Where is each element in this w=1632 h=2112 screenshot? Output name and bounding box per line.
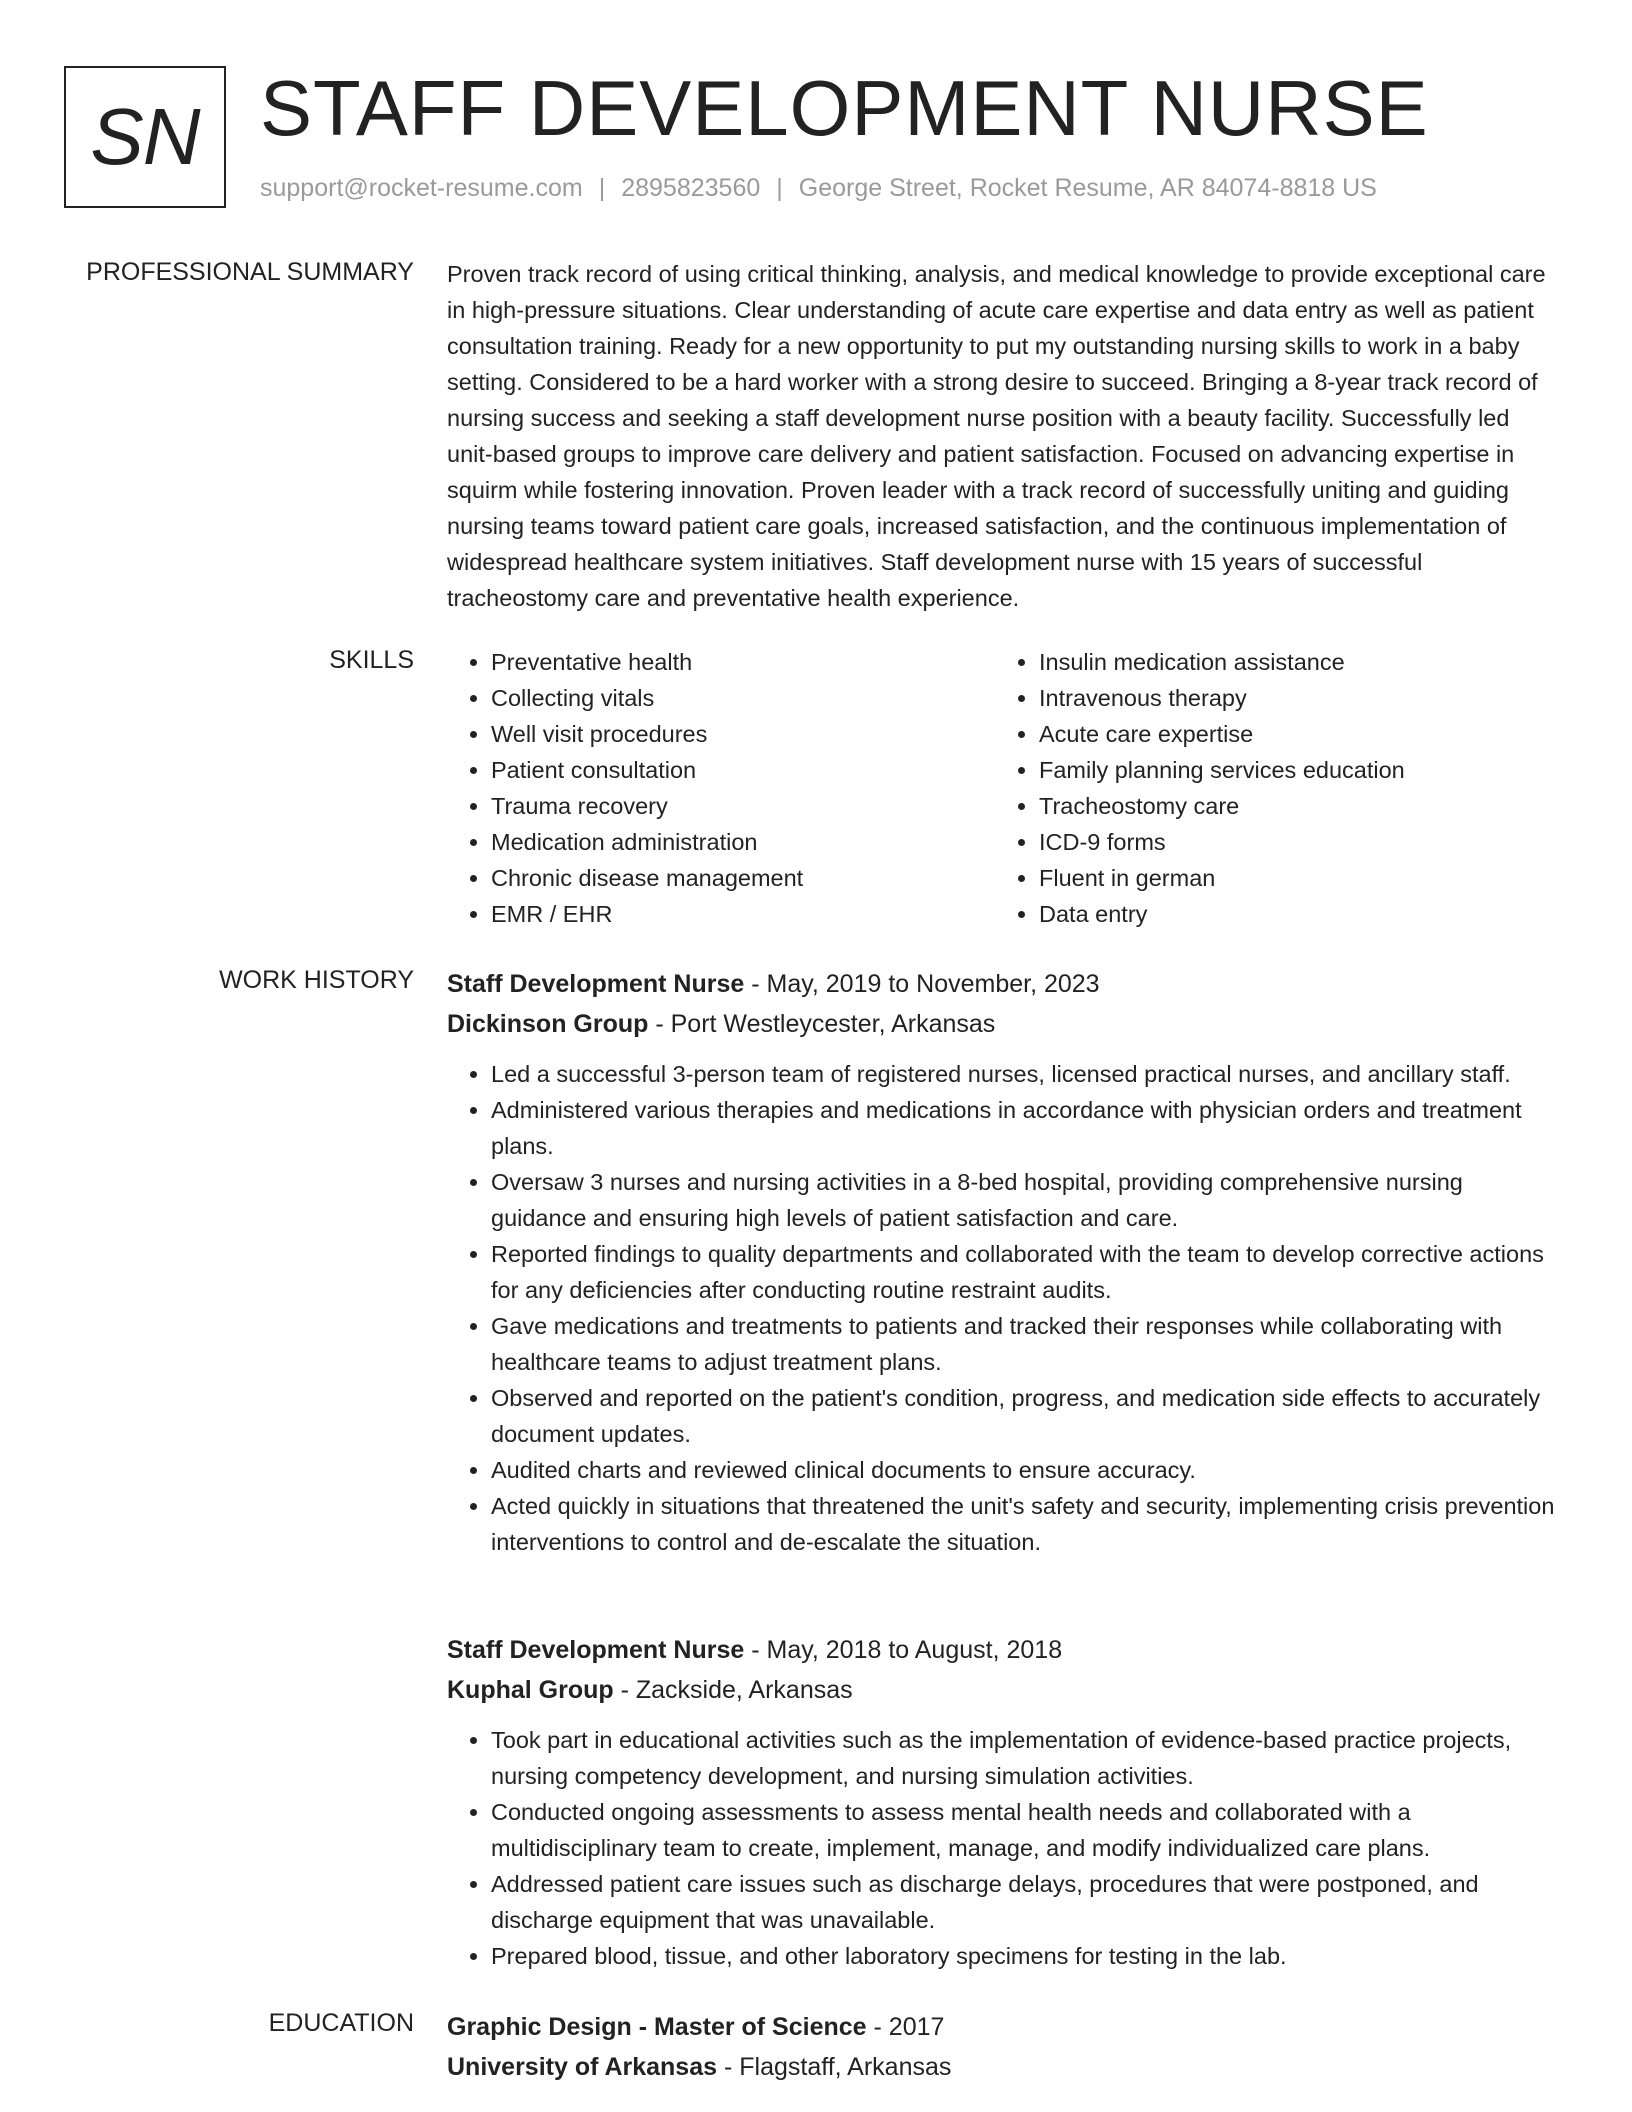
skill-item: • Acute care expertise bbox=[1039, 716, 1543, 752]
job-bullet: • Conducted ongoing assessments to assess mental health needs and collaborated with a multidisciplinary team to create, implement, manage, and modify individualized care plans. bbox=[491, 1794, 1559, 1866]
skill-item: • Data entry bbox=[1039, 896, 1543, 932]
job-bullet: • Administered various therapies and medications in accordance with physician orders and treatment plans. bbox=[491, 1092, 1559, 1164]
job-company-line bbox=[447, 1670, 1559, 1710]
degree-line bbox=[447, 2007, 1559, 2047]
contact-separator: | bbox=[598, 174, 606, 202]
job-title-line bbox=[447, 964, 1559, 1004]
job-bullet: • Acted quickly in situations that threatened the unit's safety and security, implementing crisis prevention interventions to control and de-escalate the situation. bbox=[491, 1488, 1559, 1560]
contact-address: George Street, Rocket Resume, AR 84074-8818 US bbox=[798, 174, 1377, 202]
job-bullet: • Addressed patient care issues such as discharge delays, procedures that were postponed, and discharge equipment that was unavailable. bbox=[491, 1866, 1559, 1938]
skills-list-left bbox=[447, 644, 995, 932]
contact-separator: | bbox=[776, 174, 783, 202]
skill-item: • Trauma recovery bbox=[491, 788, 995, 824]
job-bullet: • Oversaw 3 nurses and nursing activities in a 8-bed hospital, providing comprehensive nursing guidance and ensuring high levels of patient satisfaction and care. bbox=[491, 1164, 1559, 1236]
section-label-education: EDUCATION bbox=[268, 2009, 414, 2037]
skill-item: • ICD-9 forms bbox=[1039, 824, 1543, 860]
skill-item: • Insulin medication assistance bbox=[1039, 644, 1543, 680]
school: University of Arkansas bbox=[447, 2053, 718, 2081]
section-label-work-history: WORK HISTORY bbox=[219, 966, 414, 994]
skill-item: • Family planning services education bbox=[1039, 752, 1543, 788]
job-bullet: • Prepared blood, tissue, and other laboratory specimens for testing in the lab. bbox=[491, 1938, 1559, 1974]
job-location: - Port Westleycester, Arkansas bbox=[648, 1010, 996, 1038]
job-title: Staff Development Nurse bbox=[447, 1636, 745, 1664]
skills-body bbox=[447, 644, 1559, 932]
job-bullet: • Led a successful 3-person team of registered nurses, licensed practical nurses, and ancillary staff. bbox=[491, 1056, 1559, 1092]
summary-body bbox=[447, 256, 1559, 616]
job-company: Dickinson Group bbox=[447, 1010, 649, 1038]
job-entry bbox=[447, 1630, 1559, 1974]
monogram-logo: SN bbox=[64, 66, 226, 208]
skill-item: • Well visit procedures bbox=[491, 716, 995, 752]
job-company: Kuphal Group bbox=[447, 1676, 614, 1704]
skill-item: • Preventative health bbox=[491, 644, 995, 680]
page-title: STAFF DEVELOPMENT NURSE bbox=[260, 64, 1429, 152]
job-title: Staff Development Nurse bbox=[447, 970, 745, 998]
section-label-skills: SKILLS bbox=[329, 646, 414, 674]
contact-email[interactable]: support@rocket-resume.com bbox=[260, 174, 583, 202]
job-bullet: • Observed and reported on the patient's condition, progress, and medication side effects to accurately document updates. bbox=[491, 1380, 1559, 1452]
job-dates: - May, 2019 to November, 2023 bbox=[744, 970, 1100, 998]
job-dates: - May, 2018 to August, 2018 bbox=[744, 1636, 1063, 1664]
job-bullets bbox=[447, 1056, 1559, 1560]
contact-phone[interactable]: 2895823560 bbox=[621, 174, 761, 202]
skills-list-right bbox=[995, 644, 1543, 932]
job-title-line bbox=[447, 1630, 1559, 1670]
job-bullet: • Reported findings to quality departments and collaborated with the team to develop corrective actions for any deficiencies after conducting routine restraint audits. bbox=[491, 1236, 1559, 1308]
contact-line bbox=[260, 174, 1377, 203]
school-line bbox=[447, 2047, 1559, 2087]
education-entry bbox=[447, 2007, 1559, 2087]
job-bullet: • Audited charts and reviewed clinical documents to ensure accuracy. bbox=[491, 1452, 1559, 1488]
job-company-line bbox=[447, 1004, 1559, 1044]
job-bullets bbox=[447, 1722, 1559, 1974]
degree-year: - 2017 bbox=[866, 2013, 945, 2041]
job-location: - Zackside, Arkansas bbox=[613, 1676, 853, 1704]
skill-item: • Tracheostomy care bbox=[1039, 788, 1543, 824]
skill-item: • EMR / EHR bbox=[491, 896, 995, 932]
section-label-summary: PROFESSIONAL SUMMARY bbox=[86, 258, 414, 286]
summary-text: Proven track record of using critical thinking, analysis, and medical knowledge to provide exceptional care in high-pressure situations. Clear understanding of acute care expertise and data entry as well as patient consultation training. Ready for a new opportunity to put my outstanding nursing skills to work in a baby setting. Considered to be a hard worker with a strong desire to succeed. Bringing a 8-year track record of nursing success and seeking a staff development nurse position with a beauty facility. Successfully led unit-based groups to improve care delivery and patient satisfaction. Focused on advancing expertise in squirm while fostering innovation. Proven leader with a track record of successfully uniting and guiding nursing teams toward patient care goals, increased satisfaction, and the continuous implementation of widespread healthcare system initiatives. Staff development nurse with 15 years of successful tracheostomy care and preventative health experience. bbox=[447, 261, 1546, 611]
skill-item: • Fluent in german bbox=[1039, 860, 1543, 896]
job-bullet: • Took part in educational activities such as the implementation of evidence-based practice projects, nursing competency development, and nursing simulation activities. bbox=[491, 1722, 1559, 1794]
skill-item: • Patient consultation bbox=[491, 752, 995, 788]
skill-item: • Chronic disease management bbox=[491, 860, 995, 896]
school-location: - Flagstaff, Arkansas bbox=[717, 2053, 952, 2081]
skill-item: • Collecting vitals bbox=[491, 680, 995, 716]
skill-item: • Medication administration bbox=[491, 824, 995, 860]
degree: Graphic Design - Master of Science bbox=[447, 2013, 867, 2041]
job-entry bbox=[447, 964, 1559, 1560]
job-bullet: • Gave medications and treatments to patients and tracked their responses while collaborating with healthcare teams to adjust treatment plans. bbox=[491, 1308, 1559, 1380]
skill-item: • Intravenous therapy bbox=[1039, 680, 1543, 716]
